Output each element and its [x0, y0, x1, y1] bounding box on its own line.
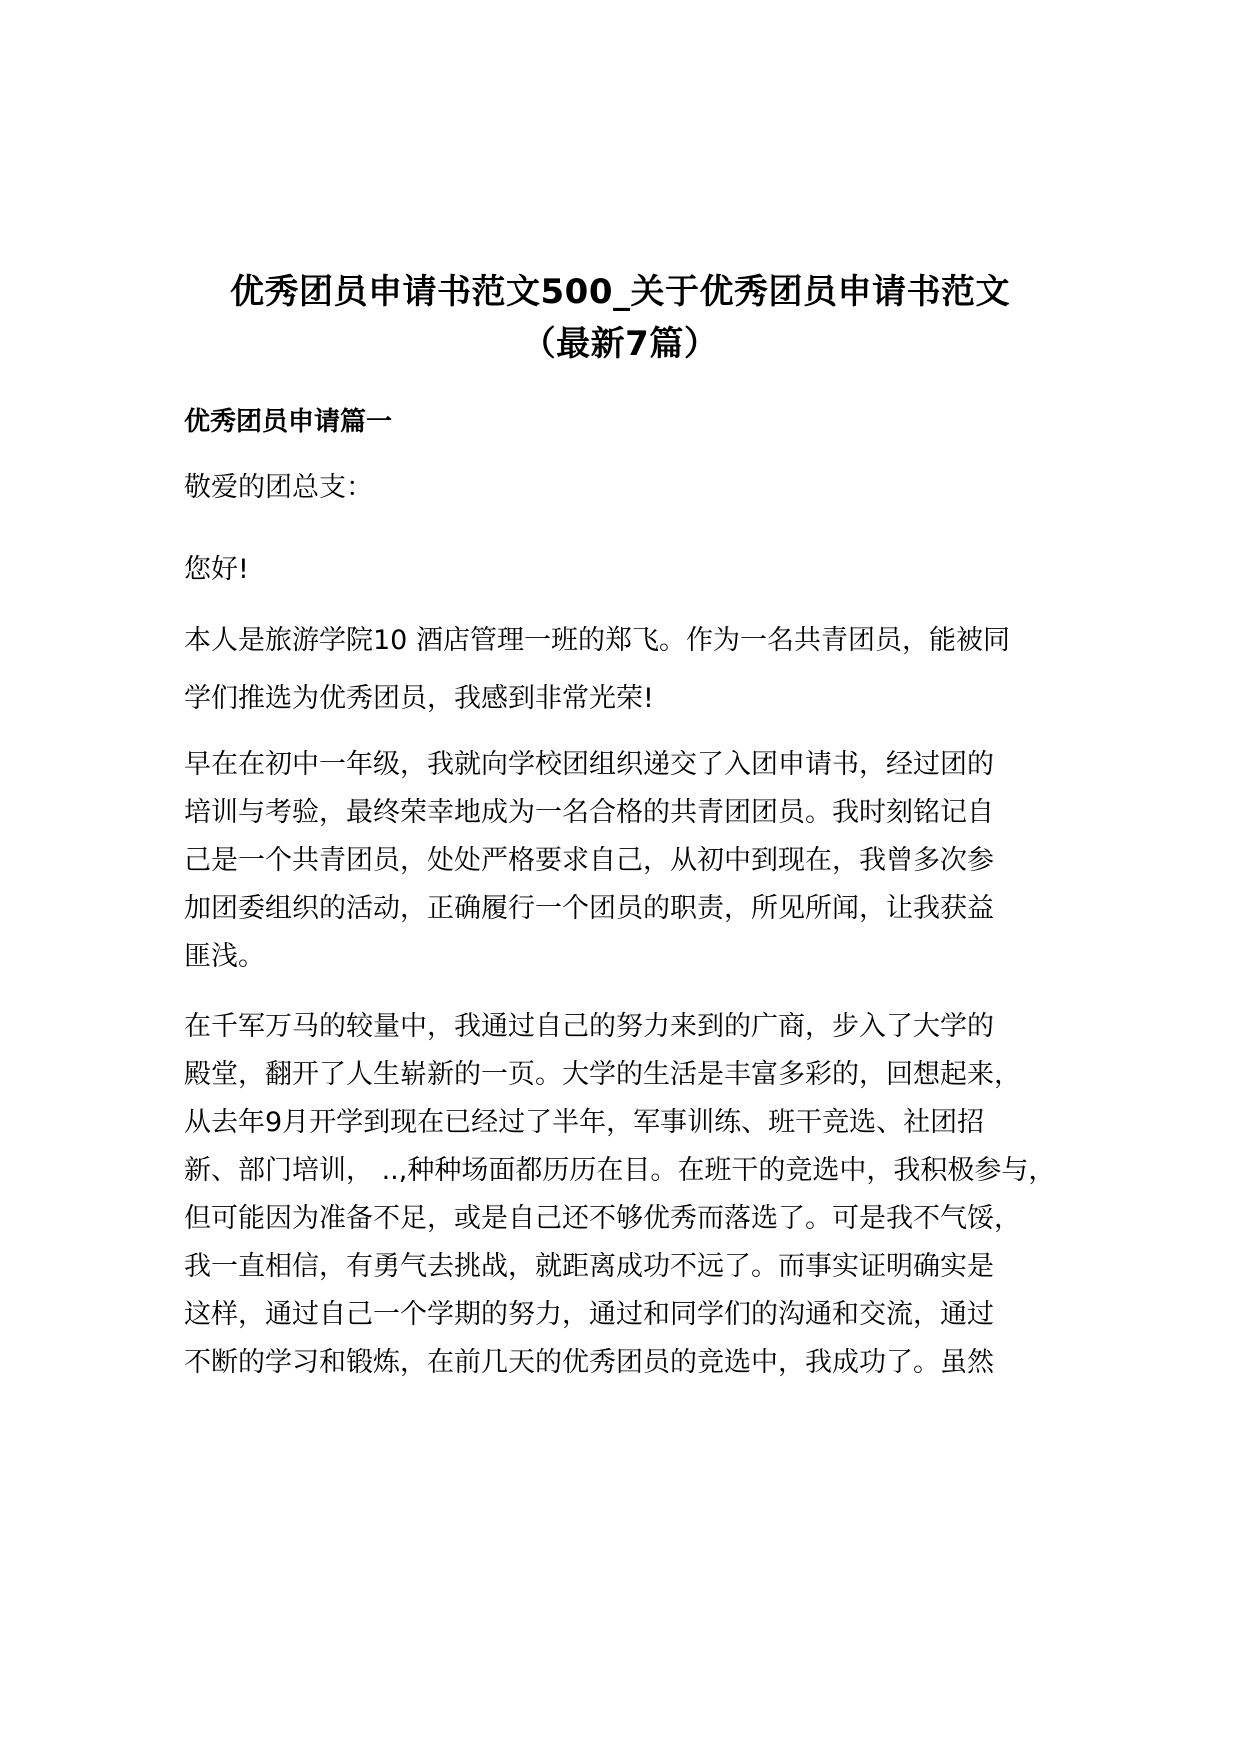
paragraph-line: 培训与考验，最终荣幸地成为一名合格的共青团团员。我时刻铭记自 [184, 797, 994, 828]
hello-paragraph [184, 546, 1084, 594]
paragraph-line: 匪浅。 [184, 941, 265, 972]
section-heading: 优秀团员申请篇一 [184, 407, 393, 437]
paragraph-line: 在千军万马的较量中，我通过自己的努力来到的广商，步入了大学的 [184, 1011, 994, 1042]
paragraph-line: 加团委组织的活动，正确履行一个团员的职责，所见所闻，让我获益 [184, 893, 994, 924]
early-years-paragraph [184, 741, 1084, 981]
hello-text: 您好! [184, 554, 249, 585]
paragraph-line: 学们推选为优秀团员，我感到非常光荣! [184, 683, 654, 714]
title-line-2: （最新7篇） [521, 324, 719, 364]
greeting-paragraph [184, 464, 1084, 512]
greeting-text: 敬爱的团总支： [184, 472, 373, 503]
paragraph-line: 新、部门培训， ..,种种场面都历历在目。在班干的竞选中，我积极参与， [184, 1155, 1056, 1186]
title-line-1: 优秀团员申请书范文500_关于优秀团员申请书范文 [230, 272, 1010, 312]
paragraph-line: 我一直相信，有勇气去挑战，就距离成功不远了。而事实证明确实是 [184, 1251, 994, 1282]
paragraph-line: 早在在初中一年级，我就向学校团组织递交了入团申请书，经过团的 [184, 749, 994, 780]
paragraph-line: 殿堂，翻开了人生崭新的一页。大学的生活是丰富多彩的，回想起来， [184, 1059, 1021, 1090]
paragraph-line: 从去年9月开学到现在已经过了半年，军事训练、班干竞选、社团招 [184, 1107, 985, 1138]
document-title [150, 266, 1090, 370]
paragraph-line: 不断的学习和锻炼，在前几天的优秀团员的竞选中，我成功了。虽然 [184, 1347, 994, 1378]
college-paragraph [184, 1003, 1084, 1387]
paragraph-line: 己是一个共青团员，处处严格要求自己，从初中到现在，我曾多次参 [184, 845, 994, 876]
intro-paragraph [184, 612, 1084, 728]
paragraph-line: 这样，通过自己一个学期的努力，通过和同学们的沟通和交流，通过 [184, 1299, 994, 1330]
paragraph-line: 但可能因为准备不足，或是自己还不够优秀而落选了。可是我不气馁， [184, 1203, 1021, 1234]
paragraph-line: 本人是旅游学院10 酒店管理一班的郑飞。作为一名共青团员，能被同 [184, 625, 1010, 656]
